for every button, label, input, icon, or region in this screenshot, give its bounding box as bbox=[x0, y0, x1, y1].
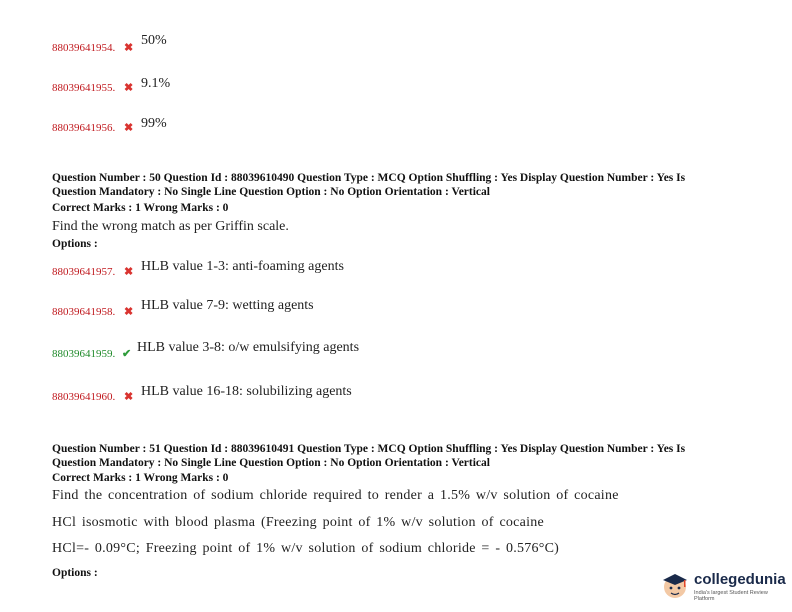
option-id: 88039641955. bbox=[52, 82, 116, 94]
check-icon: ✔ bbox=[122, 348, 132, 360]
cross-icon: ✖ bbox=[124, 82, 134, 94]
question-meta-line-1: Question Number : 50 Question Id : 88039610490 Question Type : MCQ Option Shuffling : Yes Display Question Number : Yes Is bbox=[52, 172, 686, 184]
question-marks: Correct Marks : 1 Wrong Marks : 0 bbox=[52, 472, 229, 484]
cross-icon: ✖ bbox=[124, 42, 134, 54]
option-text: HLB value 16-18: solubilizing agents bbox=[141, 384, 352, 399]
option-text: 9.1% bbox=[141, 76, 171, 91]
option-text: HLB value 1-3: anti-foaming agents bbox=[141, 259, 344, 274]
options-label: Options : bbox=[52, 567, 98, 579]
options-label: Options : bbox=[52, 238, 98, 250]
cross-icon: ✖ bbox=[124, 391, 134, 403]
option-text: 50% bbox=[141, 33, 167, 48]
collegedunia-logo bbox=[658, 568, 788, 602]
option-id: 88039641959. bbox=[52, 348, 116, 360]
cross-icon: ✖ bbox=[124, 122, 134, 134]
question-text-line-3: HCl=- 0.09°C; Freezing point of 1% w/v solution of sodium chloride = - 0.576°C) bbox=[52, 541, 560, 556]
option-text: HLB value 3-8: o/w emulsifying agents bbox=[137, 340, 360, 355]
question-text: Find the wrong match as per Griffin scale. bbox=[52, 219, 289, 234]
cross-icon: ✖ bbox=[124, 306, 134, 318]
question-text-line-2: HCl isosmotic with blood plasma (Freezing point of 1% w/v solution of cocaine bbox=[52, 515, 544, 530]
question-meta-line-2: Question Mandatory : No Single Line Question Option : No Option Orientation : Vertical bbox=[52, 457, 490, 469]
graduate-mascot-icon bbox=[658, 568, 692, 602]
option-id: 88039641957. bbox=[52, 266, 116, 278]
cross-icon: ✖ bbox=[124, 266, 134, 278]
option-text: HLB value 7-9: wetting agents bbox=[141, 298, 314, 313]
option-id: 88039641958. bbox=[52, 306, 116, 318]
question-marks: Correct Marks : 1 Wrong Marks : 0 bbox=[52, 202, 229, 214]
question-meta-line-1: Question Number : 51 Question Id : 88039610491 Question Type : MCQ Option Shuffling : Yes Display Question Number : Yes Is bbox=[52, 443, 686, 455]
question-text-line-1: Find the concentration of sodium chloride required to render a 1.5% w/v solution of cocaine bbox=[52, 488, 619, 503]
logo-tagline: India's largest Student Review Platform bbox=[694, 590, 768, 602]
question-meta-line-2: Question Mandatory : No Single Line Question Option : No Option Orientation : Vertical bbox=[52, 186, 490, 198]
option-text: 99% bbox=[141, 116, 167, 131]
option-id: 88039641954. bbox=[52, 42, 116, 54]
logo-name: collegedunia bbox=[694, 571, 786, 588]
option-id: 88039641960. bbox=[52, 391, 116, 403]
option-id: 88039641956. bbox=[52, 122, 116, 134]
